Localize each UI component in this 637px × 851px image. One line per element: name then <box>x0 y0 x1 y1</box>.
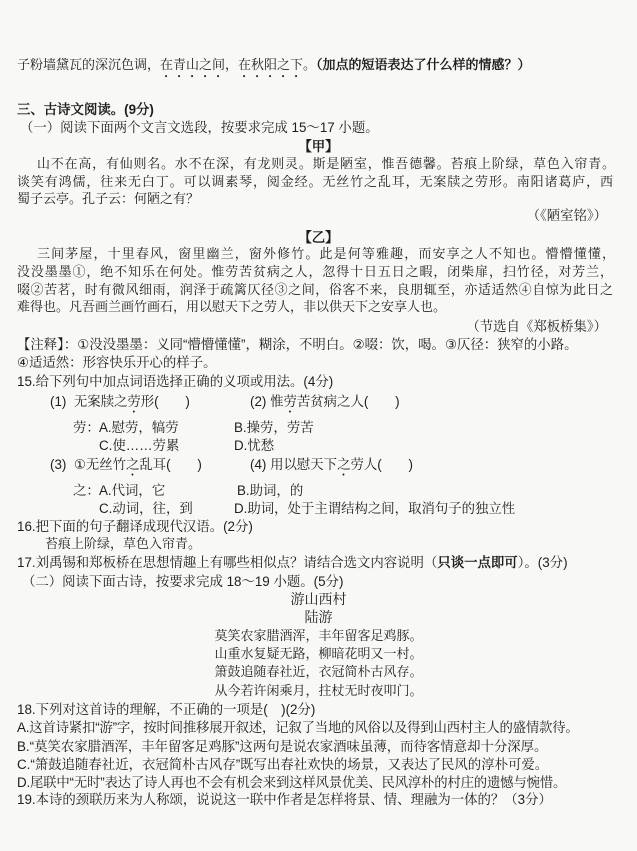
poem-author: 陆游 <box>304 609 333 625</box>
intro-suffix: 。 <box>303 58 317 73</box>
option-a: A.慰劳，犒劳 <box>99 420 179 435</box>
q15-item-4 <box>250 456 413 479</box>
yi-line: 难得也。凡吾画兰画竹画石，用以慰天下之劳人，非以供天下之安享人也。 <box>17 300 447 315</box>
yi-label: 【乙】 <box>298 230 339 245</box>
notes-line: 【注释】：①没没墨墨：义同“懵懵懂懂”，糊涂，不明白。②啜：饮，喝。③仄径：狭窄的小路。 <box>17 337 578 352</box>
option-c: C.使……劳累 <box>99 438 180 453</box>
intro-line <box>17 56 531 81</box>
q17-emphasis: 只谈一点即可 <box>437 555 518 570</box>
item-text: 惟 <box>270 394 284 409</box>
yi-line: 没没墨墨①，绝不知乐在何处。惟劳苦贫病之人，忽得十日五日之暇，闭柴扉，扫竹径，对芳兰， <box>17 265 613 280</box>
q16-sentence: 苔痕上阶绿，草色入帘青。 <box>45 537 202 552</box>
q15-item-2 <box>250 393 400 416</box>
q19-title: 19.本诗的颈联历来为人称颂，说说这一联中作者是怎样将景、情、理融为一体的？（3分） <box>17 792 552 807</box>
dotted-word: 之 <box>126 457 140 472</box>
option-b: B.操劳，劳苦 <box>234 420 314 435</box>
part1-instruction: （一）阅读下面两个文言文选段，按要求完成 15～17 小题。 <box>20 120 379 135</box>
option-a: A.代词，它 <box>99 483 166 498</box>
item-num: (4) <box>250 457 267 472</box>
option-d: D.忧愁 <box>234 438 275 453</box>
yi-line: 啜②苦茗，时有微风细雨，润泽于疏篱仄径③之间，俗客不来，良朋辄至，亦适适然④自惊为此日之 <box>17 283 613 298</box>
jia-line: 蜀子云亭。孔子云：何陋之有？ <box>17 192 200 207</box>
item-text: ①无丝竹 <box>73 457 127 472</box>
poem-line: 从今若许闲乘月，拄杖无时夜叩门。 <box>214 684 423 699</box>
item-num: (1) <box>50 394 67 409</box>
item-text: 用以慰天下 <box>270 457 338 472</box>
poem-line: 山重水复疑无路，柳暗花明又一村。 <box>214 647 423 662</box>
dotted-phrase: 在青山之间，在秋阳之下 <box>160 58 304 73</box>
section-title: 三、古诗文阅读。(9分) <box>17 102 154 117</box>
q18-option-d: D.尾联中“无时”表达了诗人再也不会有机会来到这样风景优美、民风淳朴的村庄的遗憾与惋惜。 <box>17 775 567 790</box>
jia-source: （《陋室铭》） <box>526 208 607 223</box>
jia-label: 【甲】 <box>298 139 339 154</box>
q18-option-a: A.这首诗紧扣“游”字，按时间推移展开叙述，记叙了当地的风俗以及得到山西村主人的盛情款待。 <box>17 720 579 735</box>
q15-item-3 <box>50 456 202 479</box>
poem-title: 游山西村 <box>290 591 347 607</box>
yi-line: 三间茅屋，十里春风，窗里幽兰，窗外修竹。此是何等雅趣，而安享之人不知也。懵懵懂懂， <box>37 247 615 262</box>
dotted-word: 劳 <box>127 394 141 409</box>
answer-blank[interactable]: 形( ) <box>140 394 190 409</box>
dotted-word: 之 <box>337 457 351 472</box>
item-num: (3) <box>50 457 67 472</box>
part2-instruction: （二）阅读下面古诗，按要求完成 18～19 小题。(5分) <box>22 574 344 589</box>
answer-blank[interactable]: 苦贫病之人( ) <box>296 394 400 409</box>
option-d: D.助词，处于主谓结构之间，取消句子的独立性 <box>234 501 516 516</box>
item-num: (2) <box>250 394 267 409</box>
jia-line: 谈笑有鸿儒，往来无白丁。可以调素琴，阅金经。无丝竹之乱耳，无案牍之劳形。南阳诸葛庐，西 <box>17 175 613 190</box>
q17-text: 17.刘禹锡和郑板桥在思想情趣上有哪些相似点？请结合选文内容说明（ <box>17 555 438 570</box>
q18-option-c: C.“箫鼓追随春社近，衣冠简朴古风存”既写出春社欢快的场景，又表达了民风的淳朴可爱。 <box>17 757 549 772</box>
zhi-label: 之： <box>73 483 100 498</box>
q17-title <box>17 554 568 572</box>
answer-blank[interactable]: 乱耳( ) <box>139 457 202 472</box>
yi-source: （节选自《郑板桥集》） <box>466 319 607 334</box>
q17-tail: ）。(3分) <box>517 555 568 570</box>
q16-title: 16.把下面的句子翻译成现代汉语。(2分) <box>17 519 253 534</box>
q15-title: 15.给下列句中加点词语选择正确的义项或用法。(4分) <box>17 374 334 389</box>
poem-line: 莫笑农家腊酒浑，丰年留客足鸡豚。 <box>214 629 423 644</box>
notes-line: ④适适然：形容快乐开心的样子。 <box>17 355 217 370</box>
q15-item-1 <box>50 393 190 416</box>
jia-line: 山不在高，有仙则名。水不在深，有龙则灵。斯是陋室，惟吾德馨。苔痕上阶绿，草色入帘青。 <box>37 157 615 172</box>
q18-title: 18.下列对这首诗的理解，不正确的一项是( )(2分) <box>17 702 316 717</box>
intro-text: 子粉墙黛瓦的深沉色调， <box>17 58 161 73</box>
lao-label: 劳： <box>73 420 100 435</box>
dotted-word: 劳 <box>283 394 297 409</box>
q18-option-b: B.“莫笑农家腊酒浑，丰年留客足鸡豚”这两句是说农家酒味虽薄，而待客情意却十分深厚。 <box>17 739 548 754</box>
poem-line: 箫鼓追随春社近，衣冠简朴古风存。 <box>214 665 423 680</box>
item-text: 无案牍之 <box>73 394 128 409</box>
answer-blank[interactable]: 劳人( ) <box>350 457 413 472</box>
intro-question: （加点的短语表达了什么样的情感？） <box>316 57 531 72</box>
option-c: C.动词，往，到 <box>99 501 193 516</box>
option-b: B.助词，的 <box>237 483 304 498</box>
